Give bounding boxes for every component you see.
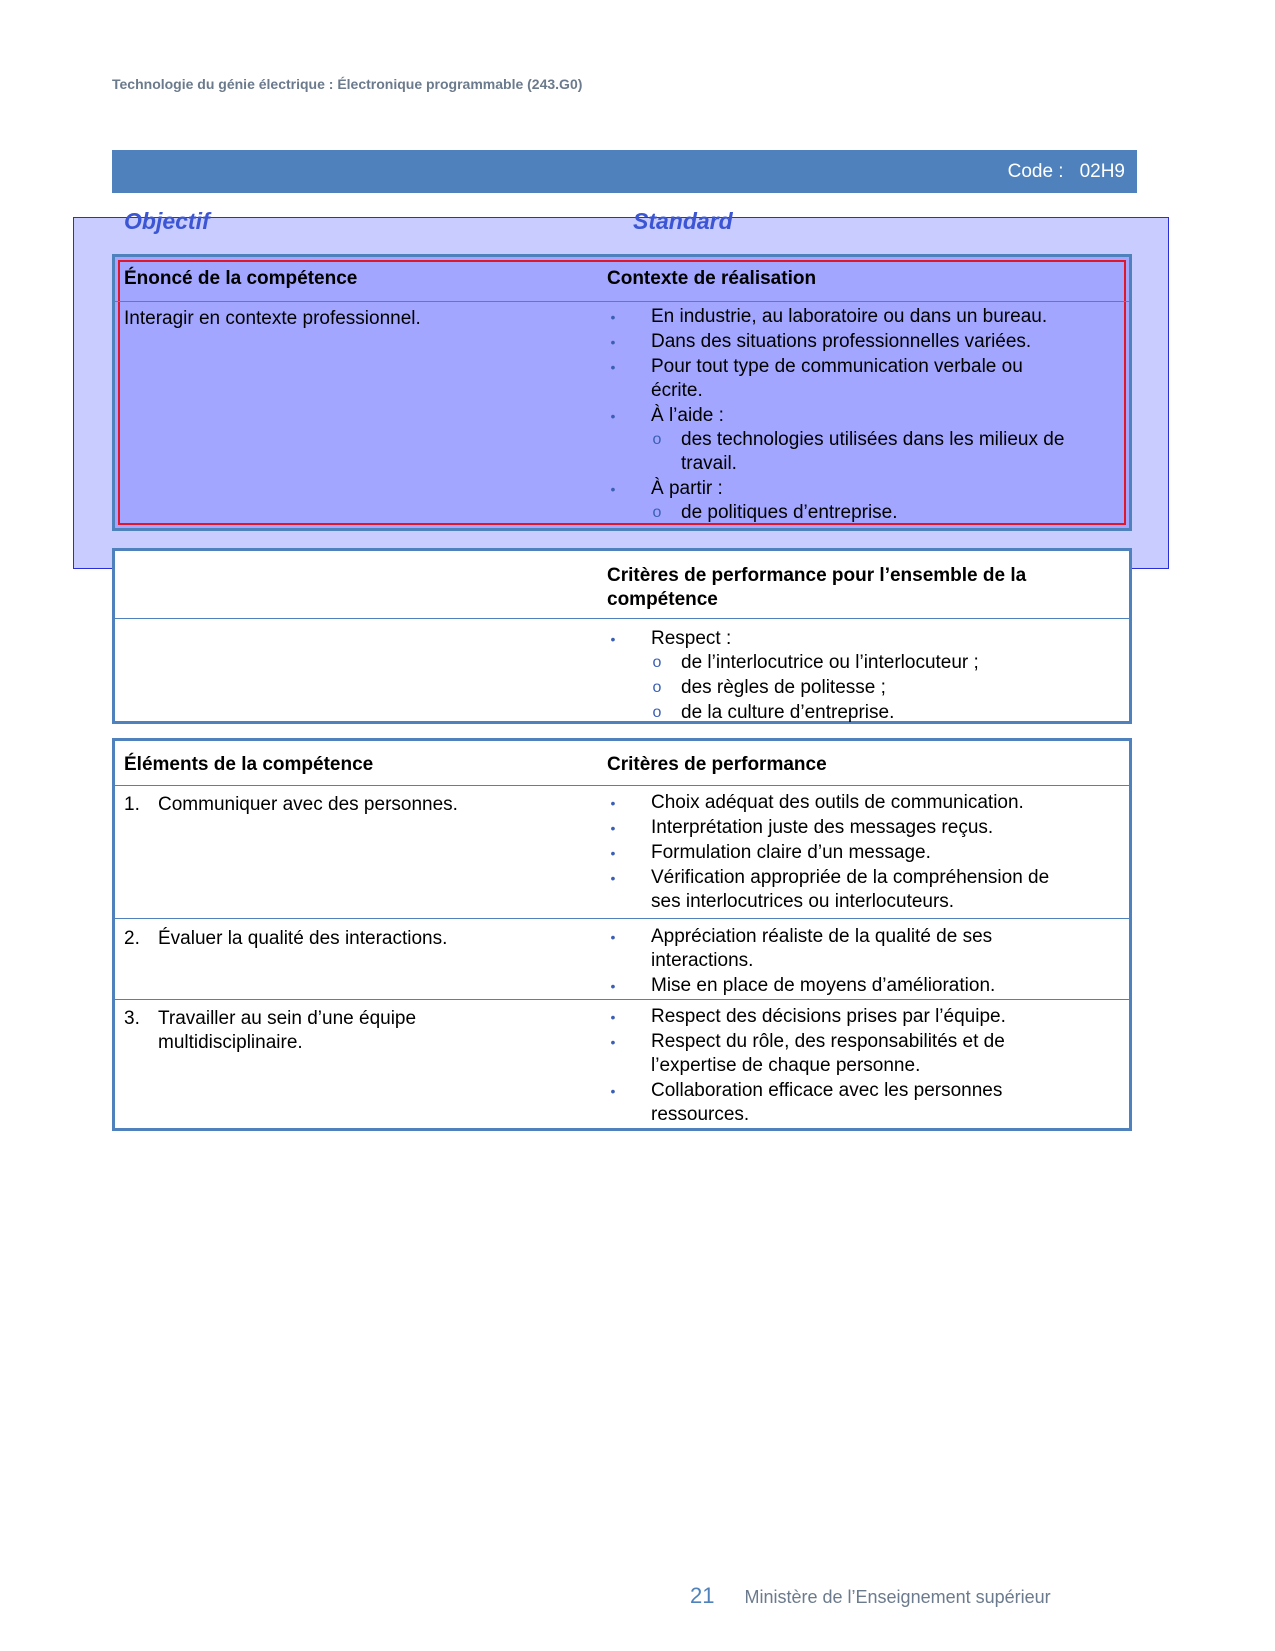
row-divider [115, 785, 1129, 786]
bullet-icon: • [610, 845, 616, 861]
standard-heading: Standard [633, 208, 733, 234]
list-item: • En industrie, au laboratoire ou dans un bureau. [607, 305, 1077, 329]
overall-criteria-heading: Critères de performance pour l’ensemble de la compétence [607, 565, 1027, 610]
criteria-list-3 [607, 1005, 1037, 1128]
ministry-name: Ministère de l’Enseignement supérieur [744, 1587, 1051, 1607]
bullet-icon: • [610, 334, 616, 350]
objective-heading: Objectif [124, 208, 210, 234]
code-label [1008, 161, 1125, 183]
sub-bullet-icon: o [652, 654, 662, 671]
bullet-icon: • [610, 929, 616, 945]
competence-statement: Interagir en contexte professionnel. [124, 308, 421, 329]
document-header: Technologie du génie électrique : Électronique programmable (243.G0) [112, 76, 583, 92]
list-item: • Appréciation réaliste de la qualité de ses interactions. [607, 925, 1027, 973]
bullet-icon: • [610, 631, 616, 647]
sub-list-item: o des technologies utilisées dans les milieux de travail. [652, 429, 1065, 474]
competence-table [112, 254, 1132, 531]
list-item: • Respect des décisions prises par l’équipe. [607, 1005, 1037, 1029]
statement-heading: Énoncé de la compétence [124, 268, 358, 289]
bullet-icon: • [610, 978, 616, 994]
list-item: • À l’aide : o des technologies utilisées dans les milieux de travail. [607, 404, 1077, 476]
list-item: • Respect du rôle, des responsabilités et de l’expertise de chaque personne. [607, 1030, 1037, 1078]
list-item: • Mise en place de moyens d’amélioration. [607, 974, 1027, 998]
overall-criteria-table [112, 548, 1132, 724]
criteria-heading: Critères de performance [607, 754, 827, 775]
overall-criteria-list [607, 627, 1077, 726]
criteria-list-2 [607, 925, 1027, 999]
bullet-icon: • [610, 481, 616, 497]
context-list [607, 305, 1077, 526]
row-divider [115, 918, 1129, 919]
list-item: • Vérification appropriée de la compréhension de ses interlocutrices ou interlocuteurs. [607, 866, 1077, 914]
row-divider [115, 999, 1129, 1000]
bullet-icon: • [610, 1083, 616, 1099]
bullet-icon: • [610, 1009, 616, 1025]
bullet-icon: • [610, 359, 616, 375]
list-item: • Collaboration efficace avec les personnes ressources. [607, 1079, 1037, 1127]
list-item: • Formulation claire d’un message. [607, 841, 1077, 865]
criteria-list-1 [607, 791, 1077, 915]
sub-bullet-icon: o [652, 704, 662, 721]
sub-list-item: o des règles de politesse ; [652, 677, 886, 698]
sub-bullet-icon: o [652, 679, 662, 696]
sub-bullet-icon: o [652, 431, 662, 448]
element-2: 2. Évaluer la qualité des interactions. [124, 928, 448, 949]
element-1: 1. Communiquer avec des personnes. [124, 794, 458, 815]
row-divider [115, 618, 1129, 619]
bullet-icon: • [610, 820, 616, 836]
element-3: 3. Travailler au sein d’une équipe multidisciplinaire. [124, 1008, 417, 1053]
list-item: • Dans des situations professionnelles variées. [607, 330, 1077, 354]
bullet-icon: • [610, 309, 616, 325]
sub-list-item: o de l’interlocutrice ou l’interlocuteur ; [652, 652, 979, 673]
list-item: • À partir : o de politiques d’entreprise. [607, 477, 1077, 525]
context-heading: Contexte de réalisation [607, 268, 817, 289]
sub-list-item: o de politiques d’entreprise. [652, 502, 898, 523]
bullet-icon: • [610, 795, 616, 811]
row-divider [115, 301, 1129, 302]
elements-table [112, 738, 1132, 1131]
elements-heading: Éléments de la compétence [124, 754, 374, 775]
bullet-icon: • [610, 408, 616, 424]
sub-bullet-icon: o [652, 504, 662, 521]
page-footer [690, 1583, 1051, 1609]
list-item: • Respect : o de l’interlocutrice ou l’interlocuteur ; o des règles de politesse ; o de la culture d’entreprise. [607, 627, 1077, 725]
bullet-icon: • [610, 870, 616, 886]
list-item: • Choix adéquat des outils de communication. [607, 791, 1077, 815]
page-number: 21 [690, 1583, 715, 1608]
bullet-icon: • [610, 1034, 616, 1050]
list-item: • Interprétation juste des messages reçus. [607, 816, 1077, 840]
code-value: 02H9 [1079, 161, 1125, 182]
code-label-text: Code : [1007, 161, 1064, 182]
code-banner [112, 150, 1137, 193]
list-item: • Pour tout type de communication verbale ou écrite. [607, 355, 1077, 403]
sub-list-item: o de la culture d’entreprise. [652, 702, 895, 723]
